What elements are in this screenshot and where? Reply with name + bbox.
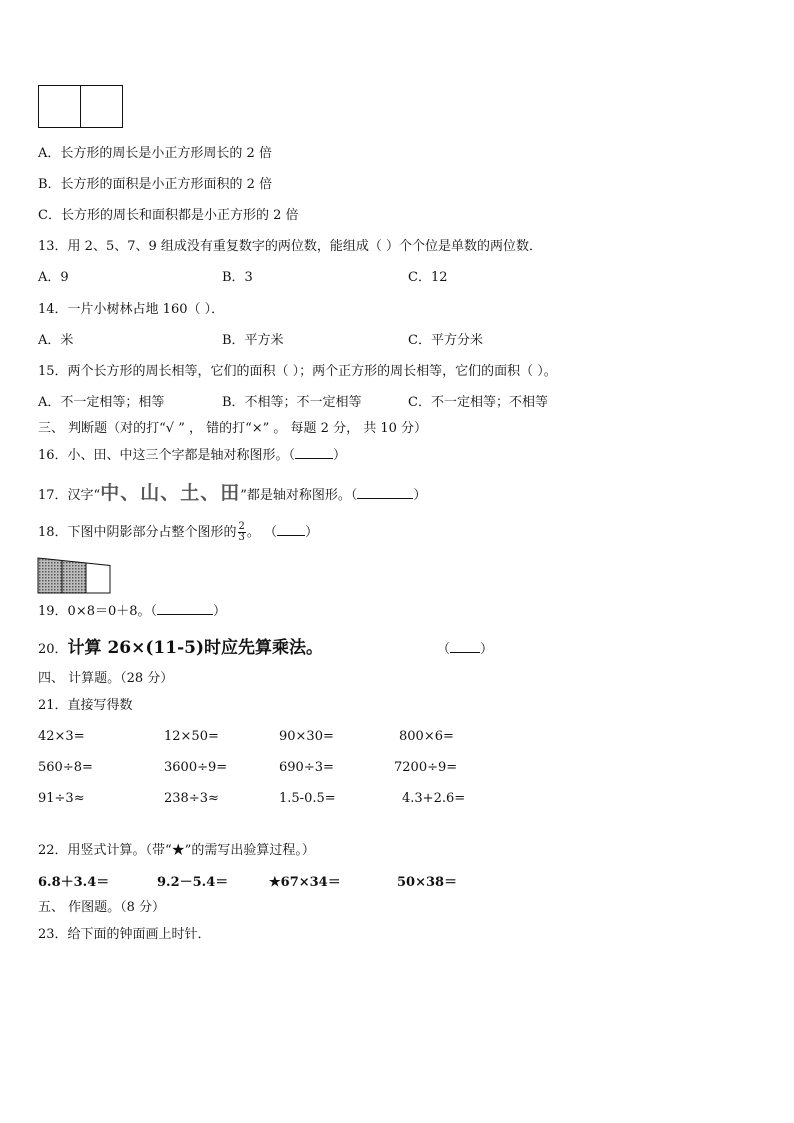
q21-item: 3600÷9= [164,760,228,775]
q18 [38,520,318,546]
q22-item: ★67×34＝ [269,875,341,890]
q20-text: 计算 26×(11-5)时应先算乘法。 [67,638,323,658]
q21-item: 12×50= [164,729,219,744]
q12-option-a: A．长方形的周长是小正方形周长的 2 倍 [38,146,272,161]
q20-paren-close: ） [480,642,494,657]
q21-title: 21．直接写得数 [38,698,133,713]
q20 [38,636,323,662]
q21-item: 1.5-0.5= [279,791,336,806]
q21-item: 4.3+2.6= [402,791,466,806]
q13-option-a: A．9 [38,270,69,285]
q19-end: ） [213,604,227,619]
q15-stem: 15．两个长方形的周长相等，它们的面积（ ）；两个正方形的周长相等，它们的面积（ ）。 [38,364,557,379]
q16 [38,446,346,465]
q19-text: 19．0×8＝0＋8。（ [38,604,158,619]
section-5-heading: 五、 作图题。（8 分） [38,900,166,915]
q18-blank-part [86,563,110,593]
q18-fraction-numerator: 2 [238,521,245,532]
q19 [38,602,226,621]
q20-paren-open: （ [437,642,451,657]
q15-option-b: B．不相等；不一定相等 [222,395,362,410]
q12-option-c: C．长方形的周长和面积都是小正方形的 2 倍 [38,208,299,223]
q21-item: 238÷3≈ [164,791,219,806]
q21-item: 800×6= [399,729,454,744]
q14-stem: 14．一片小树林占地 160（ ）． [38,302,225,317]
q13-option-b: B．3 [222,270,253,285]
q17 [38,482,426,507]
q14-option-c: C．平方分米 [408,333,483,348]
q20-number: 20． [38,642,68,657]
q16-text: 16．小、田、中这三个字都是轴对称图形。（ [38,448,296,463]
q18-fraction [238,522,246,543]
q14-option-a: A．米 [38,333,74,348]
q17-characters: 中、山、土、田 [100,482,241,504]
q18-fraction-denominator: 3 [238,532,245,543]
q16-answer-blank[interactable] [295,446,333,459]
q18-shaded-figure [36,556,114,596]
square-right [80,85,123,128]
q17-post: ”都是轴对称图形。（ [240,488,358,503]
q21-item: 42×3= [38,729,85,744]
q22-item: 6.8＋3.4＝ [38,875,110,890]
q19-answer-blank[interactable] [157,602,213,615]
q21-item: 90×30= [279,729,334,744]
q20-answer-blank[interactable] [450,640,480,653]
q15-option-a: A．不一定相等；相等 [38,395,165,410]
q18-shaded-part-1 [38,558,62,593]
q16-end: ） [333,448,347,463]
q21-item: 7200÷9= [394,760,458,775]
q20-answer [437,640,493,659]
q21-item: 91÷3≈ [38,791,85,806]
q21-item: 690÷3= [279,760,334,775]
q21-item: 560÷8= [38,760,93,775]
q12-option-b: B．长方形的面积是小正方形面积的 2 倍 [38,177,273,192]
q15-option-c: C．不一定相等；不相等 [408,395,548,410]
q22-item: 50×38＝ [397,875,458,890]
q18-end: ） [305,525,319,540]
q17-pre: 17．汉字“ [38,488,101,503]
section-3-heading: 三、 判断题（对的打“√ ” ， 错的打“×” 。 每题 2 分， 共 10 分） [38,421,428,436]
q22-item: 9.2－5.4＝ [157,875,229,890]
square-left [38,85,81,128]
q17-end: ） [413,488,427,503]
q17-answer-blank[interactable] [357,486,413,499]
q23-stem: 23．给下面的钟面画上时针． [38,927,211,942]
q14-option-b: B．平方米 [222,333,284,348]
section-4-heading: 四、 计算题。（28 分） [38,671,174,686]
q13-stem: 13．用 2、5、7、9 组成没有重复数字的两位数，能组成（ ）个个位是单数的两位数． [38,239,543,254]
q18-post: 。 （ [246,525,278,540]
q18-shaded-part-2 [62,561,86,594]
q22-title: 22．用竖式计算。（带“★”的需写出验算过程。） [38,843,315,858]
q18-answer-blank[interactable] [277,523,305,536]
q13-option-c: C．12 [408,270,448,285]
q18-pre: 18．下图中阴影部分占整个图形的 [38,525,237,540]
